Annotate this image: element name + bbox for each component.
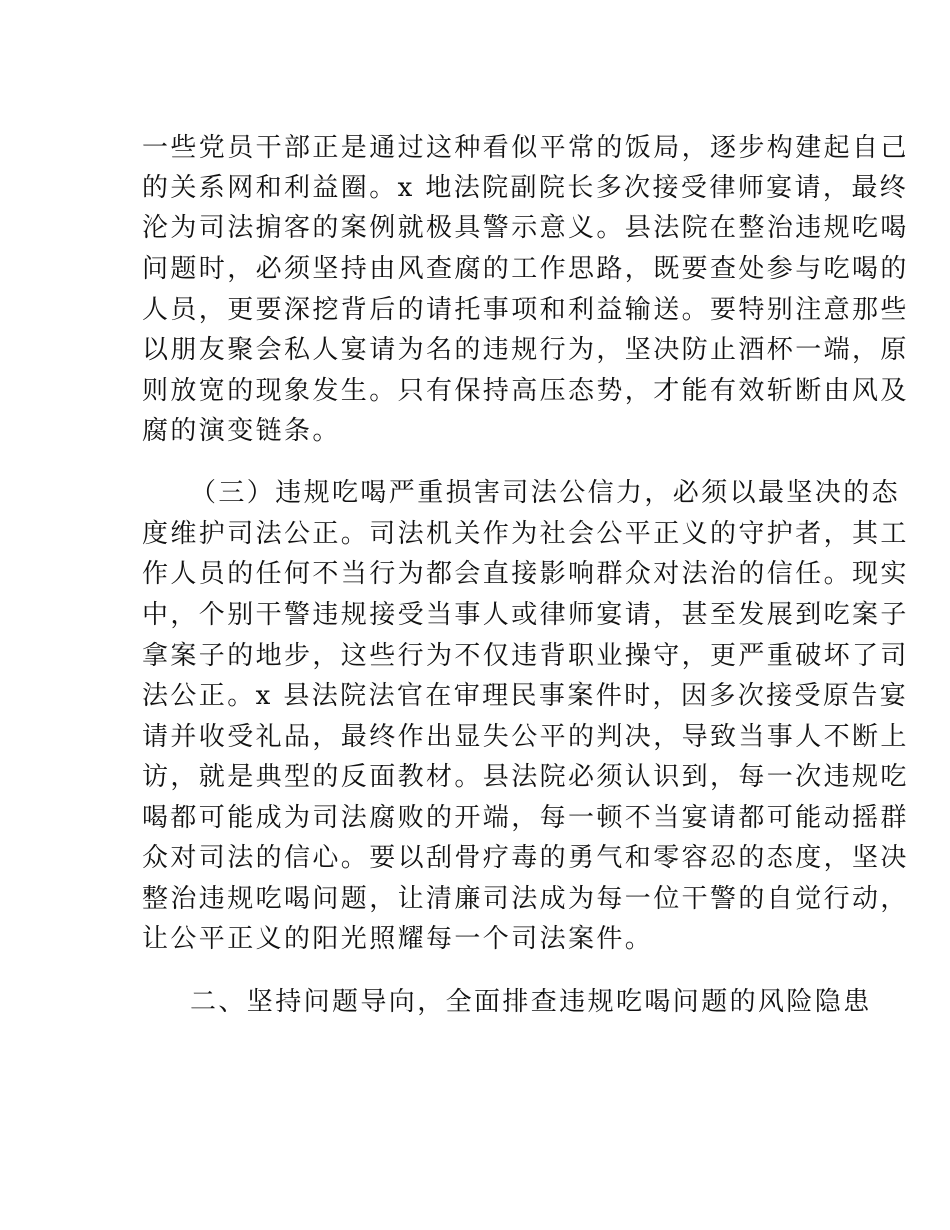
text-line: 让公平正义的阳光照耀每一个司法案件。 — [142, 924, 654, 954]
section-heading: 二、坚持问题导向，全面排查违规吃喝问题的风险隐患 — [190, 987, 872, 1017]
text-line: 以朋友聚会私人宴请为名的违规行为，坚决防止酒杯一端，原 — [142, 335, 909, 365]
text-line: 喝都可能成为司法腐败的开端，每一顿不当宴请都可能动摇群 — [142, 803, 909, 833]
text-line: 法公正。x 县法院法官在审理民事案件时，因多次接受原告宴 — [142, 681, 909, 711]
text-line: 作人员的任何不当行为都会直接影响群众对法治的信任。现实 — [142, 559, 909, 589]
text-line: 一些党员干部正是通过这种看似平常的饭局，逐步构建起自己 — [142, 133, 909, 163]
text-line: 则放宽的现象发生。只有保持高压态势，才能有效斩断由风及 — [142, 376, 909, 406]
text-line: 度维护司法公正。司法机关作为社会公平正义的守护者，其工 — [142, 519, 909, 549]
text-line: （三）违规吃喝严重损害司法公信力，必须以最坚决的态 — [190, 478, 901, 508]
text-line: 访，就是典型的反面教材。县法院必须认识到，每一次违规吃 — [142, 762, 909, 792]
text-line: 的关系网和利益圈。x 地法院副院长多次接受律师宴请，最终 — [142, 173, 909, 203]
text-line: 腐的演变链条。 — [142, 416, 341, 446]
text-line: 问题时，必须坚持由风查腐的工作思路，既要查处参与吃喝的 — [142, 254, 909, 284]
text-line: 沦为司法掮客的案例就极具警示意义。县法院在整治违规吃喝 — [142, 213, 909, 243]
text-line: 请并收受礼品，最终作出显失公平的判决，导致当事人不断上 — [142, 722, 909, 752]
text-line: 众对司法的信心。要以刮骨疗毒的勇气和零容忍的态度，坚决 — [142, 843, 909, 873]
text-line: 拿案子的地步，这些行为不仅违背职业操守，更严重破坏了司 — [142, 641, 909, 671]
text-line: 中，个别干警违规接受当事人或律师宴请，甚至发展到吃案子 — [142, 600, 909, 630]
text-line: 人员，更要深挖背后的请托事项和利益输送。要特别注意那些 — [142, 295, 909, 325]
text-line: 整治违规吃喝问题，让清廉司法成为每一位干警的自觉行动， — [142, 884, 909, 914]
